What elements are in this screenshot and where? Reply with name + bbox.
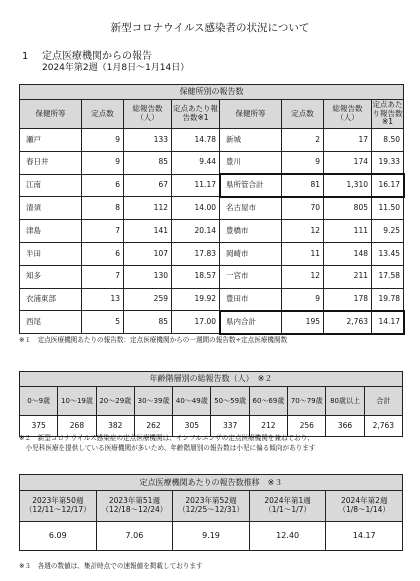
week-date-range: （12/11〜12/17） xyxy=(24,505,91,514)
health-center-name: 半田 xyxy=(20,242,82,265)
table-cell: 107 xyxy=(124,242,172,265)
table-cell: 8.50 xyxy=(372,129,404,152)
section-period: 2024年第2週（1月8日〜1月14日） xyxy=(42,63,190,73)
table-row xyxy=(20,151,404,174)
table-cell: 211 xyxy=(324,265,372,288)
table-row xyxy=(20,220,404,243)
health-center-name: 県所管合計 xyxy=(220,174,282,197)
table-cell: 17.00 xyxy=(172,311,220,334)
health-center-name: 新城 xyxy=(220,129,282,152)
table-row xyxy=(20,311,404,334)
table1-column-header: 定点数 xyxy=(82,100,124,129)
health-center-name: 岡崎市 xyxy=(220,242,282,265)
table-row xyxy=(20,288,404,311)
table-cell: 17.83 xyxy=(172,242,220,265)
age-group-header: 70〜79歳 xyxy=(288,387,326,416)
age-group-value: 366 xyxy=(326,416,364,437)
age-group-table xyxy=(19,371,403,437)
table-cell: 6 xyxy=(82,174,124,197)
week-date-range: （1/1〜1/7） xyxy=(264,505,311,514)
age-group-value: 337 xyxy=(211,416,249,437)
table-cell: 13 xyxy=(82,288,124,311)
age-group-value: 268 xyxy=(58,416,96,437)
age-group-value: 212 xyxy=(249,416,287,437)
weekly-trend-table xyxy=(19,474,403,551)
age-group-value: 256 xyxy=(288,416,326,437)
table-row xyxy=(20,129,404,152)
health-center-name: 西尾 xyxy=(20,311,82,334)
table-row xyxy=(20,265,404,288)
table-cell: 16.17 xyxy=(372,174,404,197)
table-cell: 14.17 xyxy=(372,311,404,334)
week-date-range: （12/25〜12/31） xyxy=(178,505,244,514)
table-cell: 12 xyxy=(282,265,324,288)
table-cell: 259 xyxy=(124,288,172,311)
table-cell: 20.14 xyxy=(172,220,220,243)
note-1: ※１ 定点医療機関あたりの報告数：定点医療機関からの一週間の報告数÷定点医療機関数 xyxy=(19,336,288,344)
health-center-name: 春日井 xyxy=(20,151,82,174)
week-header xyxy=(96,491,173,522)
table-row xyxy=(20,242,404,265)
age-group-header: 40〜49歳 xyxy=(173,387,211,416)
age-group-value: 2,763 xyxy=(364,416,402,437)
table-cell: 6 xyxy=(82,242,124,265)
week-header xyxy=(326,491,403,522)
table1-column-header: 保健所等 xyxy=(220,100,282,129)
health-center-name: 名古屋市 xyxy=(220,197,282,220)
table-cell: 19.92 xyxy=(172,288,220,311)
age-group-value: 262 xyxy=(134,416,172,437)
table-cell: 11.50 xyxy=(372,197,404,220)
section-number: 1 xyxy=(22,51,29,62)
age-group-header: 20〜29歳 xyxy=(96,387,134,416)
age-group-header: 10〜19歳 xyxy=(58,387,96,416)
table-cell: 14.78 xyxy=(172,129,220,152)
age-group-header: 30〜39歳 xyxy=(134,387,172,416)
page-title: 新型コロナウイルス感染者の状況について xyxy=(110,22,310,34)
table-cell: 133 xyxy=(124,129,172,152)
table-cell: 2 xyxy=(282,129,324,152)
table-cell: 7 xyxy=(82,220,124,243)
table-cell: 111 xyxy=(324,220,372,243)
health-center-name: 衣浦東部 xyxy=(20,288,82,311)
table-cell: 9.25 xyxy=(372,220,404,243)
age-group-header: 0〜9歳 xyxy=(20,387,58,416)
note-3: ※３ 各週の数値は、集計時点での速報値を掲載しております xyxy=(19,562,203,570)
table-row xyxy=(20,197,404,220)
section-heading-text: 定点医療機関からの報告 xyxy=(42,51,152,62)
table-cell: 85 xyxy=(124,151,172,174)
table3-caption: 定点医療機関あたりの報告数推移 ※３ xyxy=(20,475,403,491)
table-cell: 67 xyxy=(124,174,172,197)
note-2-line-2: 小児科医療を提供している医療機関が多いため、年齢階層別の報告数は小児に偏る傾向があります xyxy=(19,443,316,452)
table1-column-header: 総報告数（人） xyxy=(124,100,172,129)
table2-caption: 年齢階層別の総報告数（人） ※２ xyxy=(20,372,403,387)
week-label: 2024年第1週 xyxy=(264,496,311,506)
health-center-name: 豊川 xyxy=(220,151,282,174)
table1-column-header: 総報告数（人） xyxy=(324,100,372,129)
table-cell: 5 xyxy=(82,311,124,334)
table-cell: 85 xyxy=(124,311,172,334)
table-cell: 9.44 xyxy=(172,151,220,174)
health-center-name: 一宮市 xyxy=(220,265,282,288)
table-cell: 9 xyxy=(82,151,124,174)
table-row xyxy=(20,174,404,197)
table-cell: 130 xyxy=(124,265,172,288)
table-cell: 19.78 xyxy=(372,288,404,311)
age-group-header: 80歳以上 xyxy=(326,387,364,416)
table-cell: 141 xyxy=(124,220,172,243)
table-cell: 81 xyxy=(282,174,324,197)
week-date-range: （12/18〜12/24） xyxy=(101,505,168,514)
table-cell: 148 xyxy=(324,242,372,265)
health-center-name: 豊橋市 xyxy=(220,220,282,243)
health-center-name: 県内合計 xyxy=(220,311,282,334)
health-center-name: 瀬戸 xyxy=(20,129,82,152)
week-value: 12.40 xyxy=(249,522,326,551)
week-header xyxy=(173,491,250,522)
table-cell: 9 xyxy=(82,129,124,152)
health-center-name: 知多 xyxy=(20,265,82,288)
health-center-name: 津島 xyxy=(20,220,82,243)
week-label: 2023年第51週 xyxy=(108,496,160,506)
table-cell: 1,310 xyxy=(324,174,372,197)
table-cell: 9 xyxy=(282,151,324,174)
week-label: 2023年第50週 xyxy=(32,496,84,506)
table-cell: 11 xyxy=(282,242,324,265)
week-value: 9.19 xyxy=(173,522,250,551)
table-cell: 112 xyxy=(124,197,172,220)
table-cell: 14.00 xyxy=(172,197,220,220)
week-date-range: （1/8〜1/14） xyxy=(338,505,390,514)
week-value: 6.09 xyxy=(20,522,97,551)
health-center-report-table xyxy=(19,84,404,334)
table-cell: 8 xyxy=(82,197,124,220)
table-cell: 9 xyxy=(282,288,324,311)
age-group-header: 合計 xyxy=(364,387,402,416)
table-cell: 7 xyxy=(82,265,124,288)
age-group-value: 305 xyxy=(173,416,211,437)
week-value: 14.17 xyxy=(326,522,403,551)
table-cell: 18.57 xyxy=(172,265,220,288)
health-center-name: 江南 xyxy=(20,174,82,197)
table1-column-header: 定点あたり報告数※1 xyxy=(172,100,220,129)
table-cell: 805 xyxy=(324,197,372,220)
table-cell: 178 xyxy=(324,288,372,311)
table-cell: 70 xyxy=(282,197,324,220)
table1-column-header: 保健所等 xyxy=(20,100,82,129)
table1-column-header: 定点あたり報告数※1 xyxy=(372,100,404,129)
table-cell: 195 xyxy=(282,311,324,334)
table-cell: 17 xyxy=(324,129,372,152)
age-group-header: 50〜59歳 xyxy=(211,387,249,416)
table1-column-header: 定点数 xyxy=(282,100,324,129)
health-center-name: 清須 xyxy=(20,197,82,220)
note-2-line-1: ※２ 新型コロナウイルス感染症の定点医療機関は、インフルエンザの定点医療機関を兼ねており、 xyxy=(19,434,314,442)
age-group-value: 375 xyxy=(20,416,58,437)
week-label: 2023年第52週 xyxy=(185,496,237,506)
table-cell: 13.45 xyxy=(372,242,404,265)
age-group-value: 382 xyxy=(96,416,134,437)
week-label: 2024年第2週 xyxy=(341,496,388,506)
week-header xyxy=(20,491,97,522)
week-value: 7.06 xyxy=(96,522,173,551)
week-header xyxy=(249,491,326,522)
table-cell: 17.58 xyxy=(372,265,404,288)
table-cell: 174 xyxy=(324,151,372,174)
table-cell: 2,763 xyxy=(324,311,372,334)
table-cell: 12 xyxy=(282,220,324,243)
table-cell: 11.17 xyxy=(172,174,220,197)
table-cell: 19.33 xyxy=(372,151,404,174)
age-group-header: 60〜69歳 xyxy=(249,387,287,416)
health-center-name: 豊田市 xyxy=(220,288,282,311)
note-2 xyxy=(19,434,315,453)
table1-caption: 保健所別の報告数 xyxy=(20,85,404,100)
